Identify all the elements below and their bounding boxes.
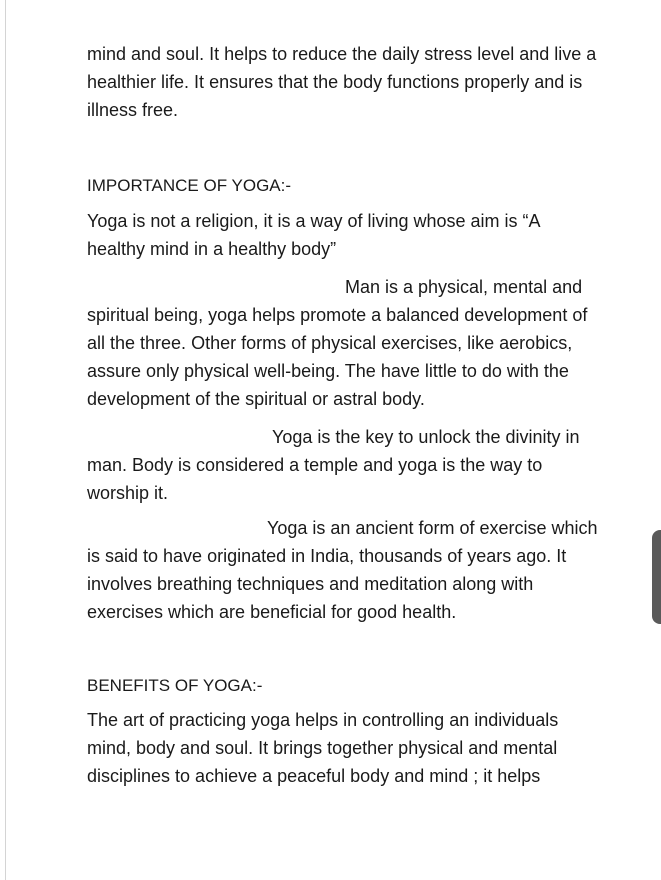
text-line: is said to have originated in India, thousands of years ago. It — [87, 546, 567, 566]
importance-paragraph-3 — [87, 423, 647, 507]
text-line: mind and soul. It helps to reduce the daily stress level and live a — [87, 44, 597, 64]
text-line: Yoga is not a religion, it is a way of living whose aim is “A — [87, 211, 541, 231]
text-line: exercises which are beneficial for good health. — [87, 602, 457, 622]
importance-paragraph-2 — [87, 273, 647, 413]
text-line: spiritual being, yoga helps promote a balanced development of — [87, 305, 588, 325]
text-line: mind, body and soul. It brings together physical and mental — [87, 738, 558, 758]
text-line: healthier life. It ensures that the body functions properly and is — [87, 72, 583, 92]
intro-paragraph — [87, 40, 647, 124]
text-line: assure only physical well-being. The have little to do with the — [87, 361, 569, 381]
scroll-handle[interactable] — [652, 530, 661, 624]
text-line: disciplines to achieve a peaceful body and mind ; it helps — [87, 766, 541, 786]
text-line: man. Body is considered a temple and yoga is the way to — [87, 455, 543, 475]
importance-paragraph-4 — [87, 514, 647, 626]
text-line: all the three. Other forms of physical exercises, like aerobics, — [87, 333, 573, 353]
page-left-border — [5, 0, 6, 880]
text-line: Yoga is the key to unlock the divinity in — [272, 427, 580, 447]
text-line: healthy mind in a healthy body” — [87, 239, 337, 259]
text-line: development of the spiritual or astral body. — [87, 389, 425, 409]
text-line: Yoga is an ancient form of exercise which — [267, 518, 598, 538]
text-line: illness free. — [87, 100, 179, 120]
text-line: The art of practicing yoga helps in controlling an individuals — [87, 710, 559, 730]
importance-heading: IMPORTANCE OF YOGA:- — [87, 176, 292, 195]
benefits-heading: BENEFITS OF YOGA:- — [87, 676, 263, 695]
importance-paragraph-1 — [87, 207, 647, 263]
document-body — [87, 40, 647, 790]
benefits-paragraph-1 — [87, 706, 647, 790]
text-line: Man is a physical, mental and — [345, 277, 583, 297]
text-line: involves breathing techniques and meditation along with — [87, 574, 534, 594]
text-line: worship it. — [87, 483, 169, 503]
